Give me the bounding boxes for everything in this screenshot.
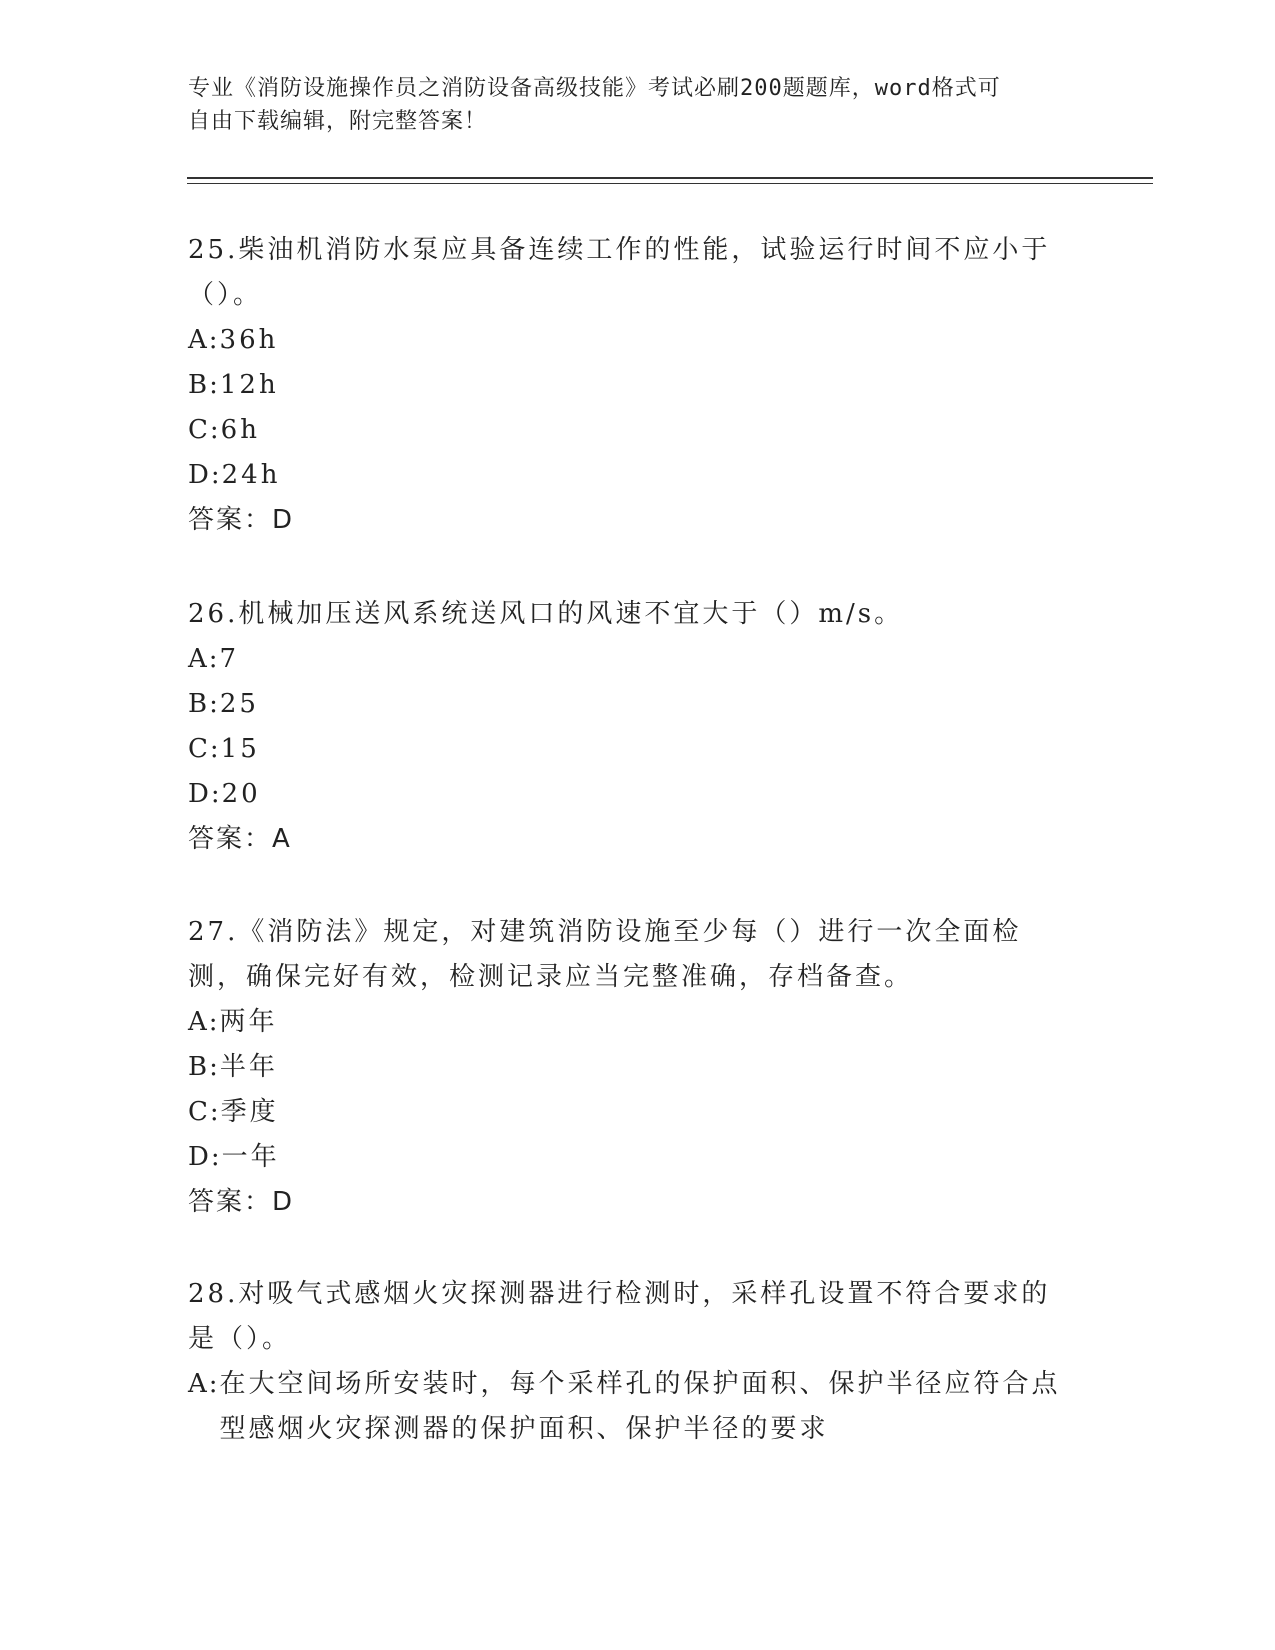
option-value: 15 [220, 734, 260, 764]
option-value: 12h [219, 370, 279, 400]
answer-line: 答案：D [188, 505, 295, 535]
option-key: D: [188, 460, 222, 490]
header-divider-bottom [187, 183, 1153, 184]
question-text: 25.柴油机消防水泵应具备连续工作的性能，试验运行时间不应小于（）。 [188, 235, 1051, 310]
option-a [188, 1000, 1068, 1045]
option-value: 6h [220, 415, 260, 445]
option-key: B: [188, 1052, 220, 1082]
option-value: 20 [221, 779, 261, 809]
question-25 [188, 228, 1068, 543]
question-28 [188, 1272, 1068, 1452]
question-27 [188, 910, 1068, 1225]
option-d [188, 1135, 1068, 1180]
option-value: 25 [219, 689, 259, 719]
question-text: 26.机械加压送风系统送风口的风速不宜大于（）m/s。 [188, 599, 904, 629]
option-key: C: [188, 415, 221, 445]
option-c [188, 727, 1068, 772]
answer-line: 答案：D [188, 1187, 295, 1217]
header-line-1: 专业《消防设施操作员之消防设备高级技能》考试必刷200题题库，word格式可 [188, 76, 1001, 101]
option-key: D: [188, 779, 222, 809]
option-value: 7 [219, 644, 240, 674]
option-b [188, 682, 1068, 727]
option-d [188, 453, 1068, 498]
question-26 [188, 592, 1068, 862]
option-c [188, 1090, 1068, 1135]
option-key: A: [188, 325, 220, 355]
option-key: B: [188, 689, 220, 719]
option-key: A: [188, 1369, 220, 1399]
option-value: 36h [219, 325, 279, 355]
option-value: 一年 [221, 1142, 280, 1172]
option-key: A: [188, 644, 220, 674]
option-value: 在大空间场所安装时，每个采样孔的保护面积、保护半径应符合点型感烟火灾探测器的保护面积、保护半径的要求 [219, 1369, 1061, 1444]
option-key: C: [188, 734, 221, 764]
option-c [188, 408, 1068, 453]
option-value: 半年 [219, 1052, 278, 1082]
option-b [188, 363, 1068, 408]
answer-line: 答案：A [188, 824, 292, 854]
header-line-2: 自由下载编辑，附完整答案！ [188, 109, 488, 134]
option-key: C: [188, 1097, 221, 1127]
option-d [188, 772, 1068, 817]
option-value: 两年 [219, 1007, 278, 1037]
question-text: 27.《消防法》规定，对建筑消防设施至少每（）进行一次全面检测，确保完好有效，检测记录应当完整准确，存档备查。 [188, 917, 1022, 992]
option-a [188, 1362, 1068, 1452]
header-divider-top [187, 177, 1153, 179]
option-a [188, 318, 1068, 363]
option-key: D: [188, 1142, 222, 1172]
question-text: 28.对吸气式感烟火灾探测器进行检测时，采样孔设置不符合要求的是（）。 [188, 1279, 1051, 1354]
option-key: B: [188, 370, 220, 400]
option-b [188, 1045, 1068, 1090]
option-a [188, 637, 1068, 682]
option-value: 季度 [220, 1097, 279, 1127]
document-header [188, 72, 1068, 138]
option-key: A: [188, 1007, 220, 1037]
option-value: 24h [221, 460, 281, 490]
